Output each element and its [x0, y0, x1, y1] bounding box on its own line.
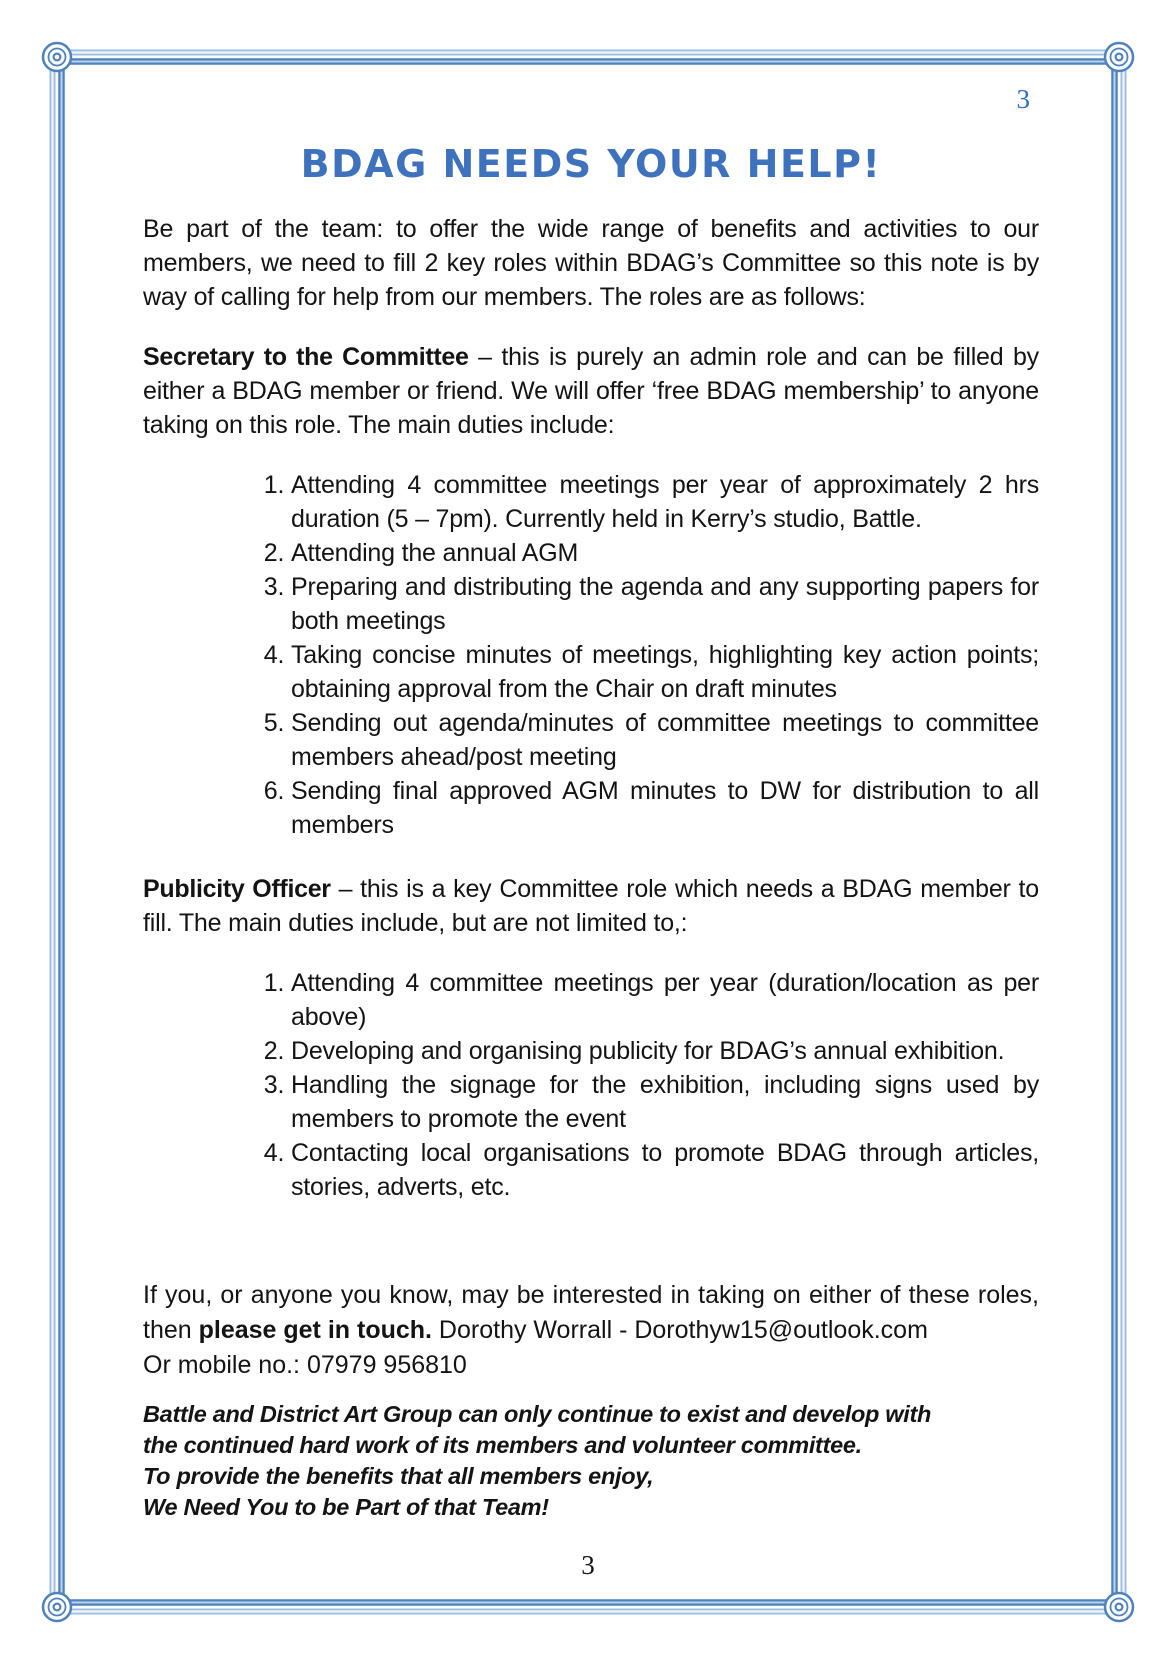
page-number-bottom: 3 [581, 1550, 595, 1580]
publicity-role-paragraph [143, 872, 1039, 940]
closing-line: We Need You to be Part of that Team! [143, 1494, 549, 1520]
contact-paragraph [143, 1278, 1039, 1348]
contact-email-text: Dorothy Worrall - Dorothyw15@outlook.com [431, 1316, 928, 1344]
publicity-role-description: – this is a key Committee role which needs a BDAG member to fill. The main duties include, but are not limited to,: [143, 875, 1039, 937]
corner-ornament-top-right [1105, 43, 1133, 71]
contact-call-to-action: please get in touch. [198, 1316, 432, 1344]
secretary-duty-item: 4. Taking concise minutes of meetings, highlighting key action points; obtaining approval from the Chair on draft minutes [291, 638, 1039, 706]
publicity-role-heading: Publicity Officer [143, 875, 331, 903]
secretary-role-description: – this is purely an admin role and can be filled by either a BDAG member or friend. We will offer ‘free BDAG membership’ to anyone taking on this role. The main duties include: [143, 343, 1039, 439]
corner-ornament-bottom-left [43, 1593, 71, 1621]
contact-text: If you, or anyone you know, may be interested in taking on either of these roles, then [143, 1281, 1039, 1344]
secretary-role-paragraph [143, 340, 1039, 442]
closing-line: To provide the benefits that all members enjoy, [143, 1463, 654, 1489]
secretary-role-heading: Secretary to the Committee [143, 343, 469, 371]
publicity-duty-item: 4. Contacting local organisations to promote BDAG through articles, stories, adverts, etc. [291, 1136, 1039, 1204]
publicity-duties-list [255, 966, 1039, 1204]
closing-statement [143, 1399, 1039, 1523]
secretary-duties-list [255, 468, 1039, 842]
secretary-duty-item: 3. Preparing and distributing the agenda and any supporting papers for both meetings [291, 570, 1039, 638]
page-title: BDAG NEEDS YOUR HELP! [300, 142, 882, 186]
closing-line: Battle and District Art Group can only continue to exist and develop with [143, 1401, 932, 1427]
secretary-duty-item: 5. Sending out agenda/minutes of committee meetings to committee members ahead/post meeting [291, 706, 1039, 774]
contact-mobile-line: Or mobile no.: 07979 956810 [143, 1351, 467, 1379]
closing-line: the continued hard work of its members and volunteer committee. [143, 1432, 862, 1458]
publicity-duty-item: 3. Handling the signage for the exhibition, including signs used by members to promote the event [291, 1068, 1039, 1136]
page-number-top: 3 [1016, 84, 1030, 114]
secretary-duty-item: 2. Attending the annual AGM [291, 536, 1039, 570]
secretary-duty-item: 1. Attending 4 committee meetings per year of approximately 2 hrs duration (5 – 7pm). Currently held in Kerry’s studio, Battle. [291, 468, 1039, 536]
secretary-duty-item: 6. Sending final approved AGM minutes to DW for distribution to all members [291, 774, 1039, 842]
corner-ornament-top-left [43, 43, 71, 71]
publicity-duty-item: 2. Developing and organising publicity for BDAG’s annual exhibition. [291, 1034, 1039, 1068]
contact-and-closing-section [143, 1278, 1039, 1523]
publicity-duty-item: 1. Attending 4 committee meetings per year (duration/location as per above) [291, 966, 1039, 1034]
corner-ornament-bottom-right [1105, 1593, 1133, 1621]
intro-paragraph: Be part of the team: to offer the wide range of benefits and activities to our members, we need to fill 2 key roles within BDAG’s Committee so this note is by way of calling for help from our members. The roles are as follows: [143, 215, 1039, 311]
document-body [143, 84, 1039, 1234]
